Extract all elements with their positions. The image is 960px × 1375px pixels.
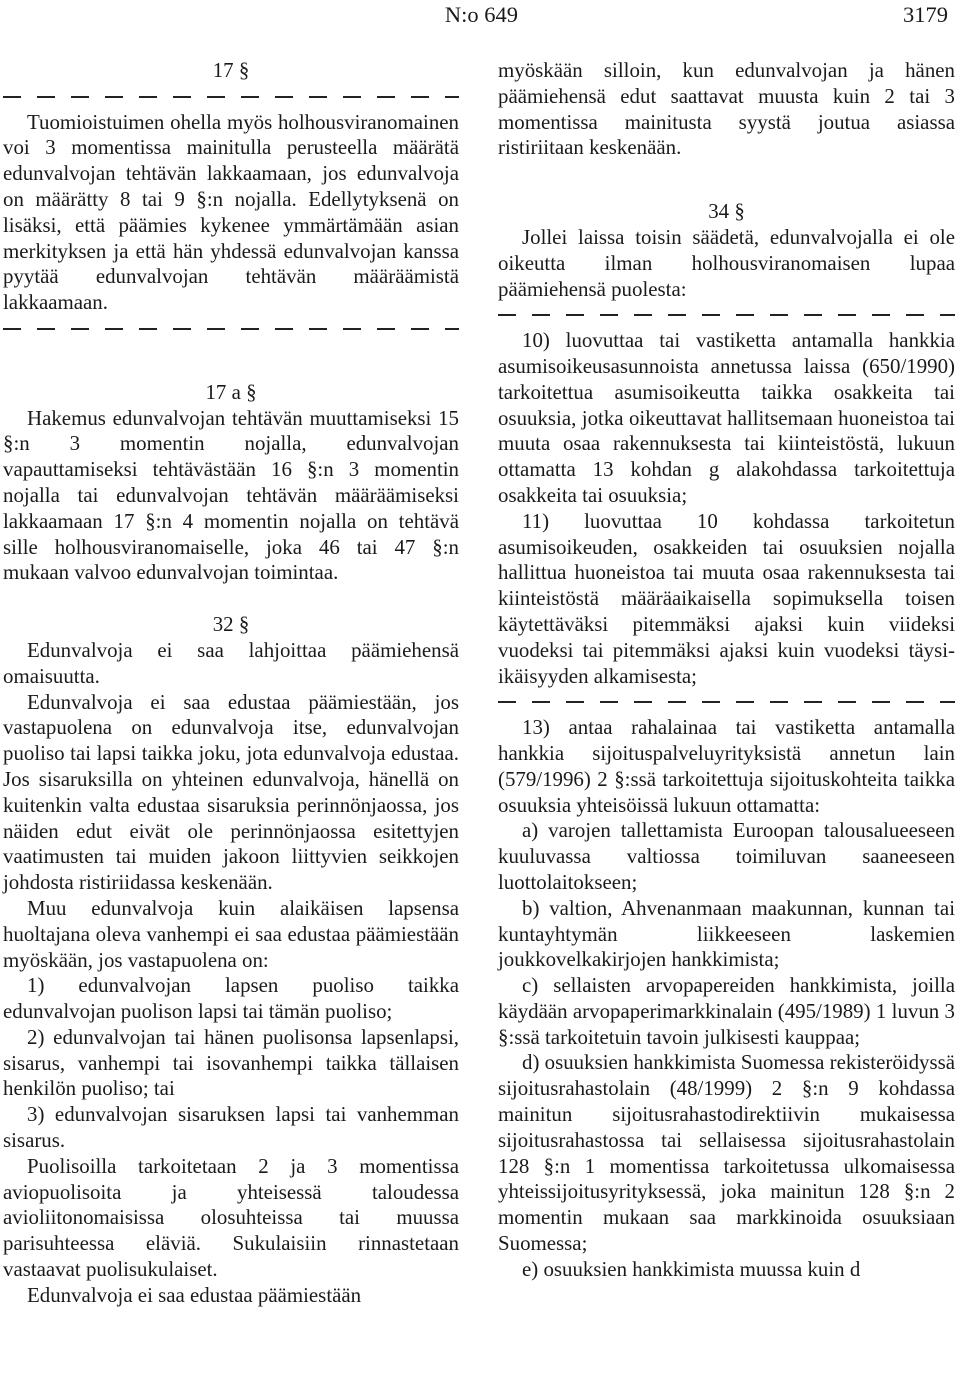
section-34-item-10: 10) luovuttaa tai vastiketta antamalla hankkia asumisoikeusasunnoista annetussa laissa (650/1990) tarkoitettua asumisoikeutta taikka osakkeita tai osuuksia, jotka oikeuttavat hallitsemaan huoneistoa tai muuta osaa rakennuksesta tai kiinteistöstä, lukuun ottamatta 13 kohdan g alakohdassa tarkoitettuja osakkeita tai osuuksia; [498, 328, 955, 507]
section-heading-17: 17 § [212, 58, 250, 82]
page-number: 3179 [903, 2, 948, 27]
section-32-paragraph: Muu edunvalvoja kuin alaikäisen lapsensa huoltajana oleva vanhempi ei saa edustaa päämiestään myöskään, jos vastapuolena on: [3, 895, 459, 972]
spacer [498, 161, 955, 199]
subitem-e: e) osuuksien hankkimista muussa kuin d [522, 1256, 861, 1281]
page-header [0, 0, 960, 30]
section-34-item-11: 11) luovuttaa 10 kohdassa tarkoitetun asumisoikeuden, osakkeiden tai osuuksien nojalla hallittua huoneistoa tai muuta osaa rakennuksesta tai kiinteistöstä määräaikaisella sopimuksella toisen käytettäväksi pitemmäksi ajaksi kuin viideksi vuodeksi tai pitemmäksi ajaksi kuin vuodeksi täysi-ikäisyyden alkamisesta; [498, 508, 955, 688]
right-column [498, 58, 955, 1283]
omission-dashes [498, 302, 955, 328]
section-34-intro: Jollei laissa toisin säädetä, edunvalvojalla ei ole oikeutta ilman holhousviranomaisen lupaa päämiehensä puolesta: [498, 224, 955, 301]
subitem-a: a) varojen tallettamista Euroopan talousalueeseen kuuluvassa valtiossa toimiluvan saaneeseen luottolaitokseen; [498, 818, 955, 894]
section-heading-32: 32 § [212, 612, 250, 637]
section-17-text: Tuomioistuimen ohella myös holhousviranomainen voi 3 momentissa mainitulla perusteella määrätä edunvalvojan tehtävän lakkaamaan, jos edunvalvoja on määrätty 8 tai 9 §:n nojalla. Edellytyksenä on lisäksi, että päämies kykenee ymmärtämään asian merkityksen ja että hän yhdessä edunvalvojan kanssa pyytää edunvalvojan tehtävän määräämistä lakkaamaan. [3, 109, 459, 315]
section-32-paragraph: Edunvalvoja ei saa lahjoittaa päämiehensä omaisuutta. [3, 637, 459, 688]
spacer [3, 586, 459, 612]
section-32-list-item: 3) edunvalvojan sisaruksen lapsi tai vanhemman sisarus. [3, 1102, 459, 1153]
section-32-paragraph: Edunvalvoja ei saa edustaa päämiestään, jos vastapuolena on edunvalvoja itse, edunvalvojan puoliso tai lapsi taikka joku, jota edunvalvoja edustaa. Jos sisaruksilla on yhteinen edunvalvoja, hänellä on kuitenkin valta edustaa sisaruksia perinnönjaossa, jos näiden edut eivät ole perinnönjaossa esitettyjen vaatimusten tai muiden jakoon liittyvien seikkojen johdosta ristiriidassa keskenään. [3, 689, 459, 895]
subitem-c: c) sellaisten arvopapereiden hankkimista, joilla käydään arvopaperimarkkinalain (495/1989) 1 luvun 3 §:ssä tarkoitetuin tavoin julkisesti kauppaa; [498, 973, 955, 1049]
document-number: N:o 649 [444, 2, 518, 27]
section-32-list-item: 1) edunvalvojan lapsen puoliso taikka edunvalvojan puolison lapsi tai tämän puoliso; [3, 973, 459, 1024]
omission-dashes [3, 316, 459, 342]
omission-dashes [3, 84, 459, 110]
subitem-d: d) osuuksien hankkimista Suomessa rekisteröidyssä sijoitusrahastolain (48/1999) 2 §:n 9 kohdassa mainitun sijoitusrahastodirektiivin mukaisessa sijoitusrahastossa tai sellaisessa sijoitusrahastolain 128 §:n 1 momentissa tarkoitetussa ulkomaisessa yhteissijoitusyrityksessä, joka mainitun 128 §:n 2 momentin mukaan saa markkinoida osuuksiaan Suomessa; [498, 1050, 955, 1256]
subitem-b: b) valtion, Ahvenanmaan maakunnan, kunnan tai kuntayhtymän liikkeeseen laskemien joukkovelkakirjojen hankkimista; [498, 895, 955, 972]
omission-dashes [498, 689, 955, 715]
section-17a-text: Hakemus edunvalvojan tehtävän muuttamiseksi 15 §:n 3 momentin nojalla, edunvalvojan vapauttamiseksi tehtävästään 16 §:n 3 momentin nojalla tai edunvalvojan tehtävän määräämiseksi lakkaamaan 17 §:n 4 momentin nojalla on tehtävä sille holhousviranomaiselle, joka 46 tai 47 §:n mukaan valvoo edunvalvojan toimintaa. [3, 405, 459, 585]
spacer [3, 342, 459, 380]
section-32-list-item: 2) edunvalvojan tai hänen puolisonsa lapsenlapsi, sisarus, vanhempi tai isovanhempi taikka tällaisen henkilön puoliso; tai [3, 1024, 459, 1101]
section-32-paragraph: Edunvalvoja ei saa edustaa päämiestään [27, 1282, 362, 1307]
section-34-item-13: 13) antaa rahalainaa tai vastiketta antamalla hankkia sijoituspalveluyrityksistä annetun lain (579/1996) 2 §:ssä tarkoitettuja sijoituskohteita taikka osuuksia yhteisöissä lukuun ottamatta: [498, 715, 955, 817]
continuation-paragraph: myöskään silloin, kun edunvalvojan ja hänen päämiehensä edut saattavat muusta kuin 2 tai 3 momentissa mainitusta syystä joutua asiassa ristiriitaan keskenään. [498, 58, 955, 160]
section-32-paragraph: Puolisoilla tarkoitetaan 2 ja 3 momentissa aviopuolisoita ja yhteisessä taloudessa avioliitonomaisissa olosuhteissa tai muussa parisuhteessa eläviä. Sukulaisiin rinnastetaan vastaavat puolisukulaiset. [3, 1153, 459, 1282]
section-heading-34: 34 § [708, 199, 745, 224]
left-column [3, 58, 459, 1309]
section-heading-17a: 17 a § [205, 379, 257, 404]
